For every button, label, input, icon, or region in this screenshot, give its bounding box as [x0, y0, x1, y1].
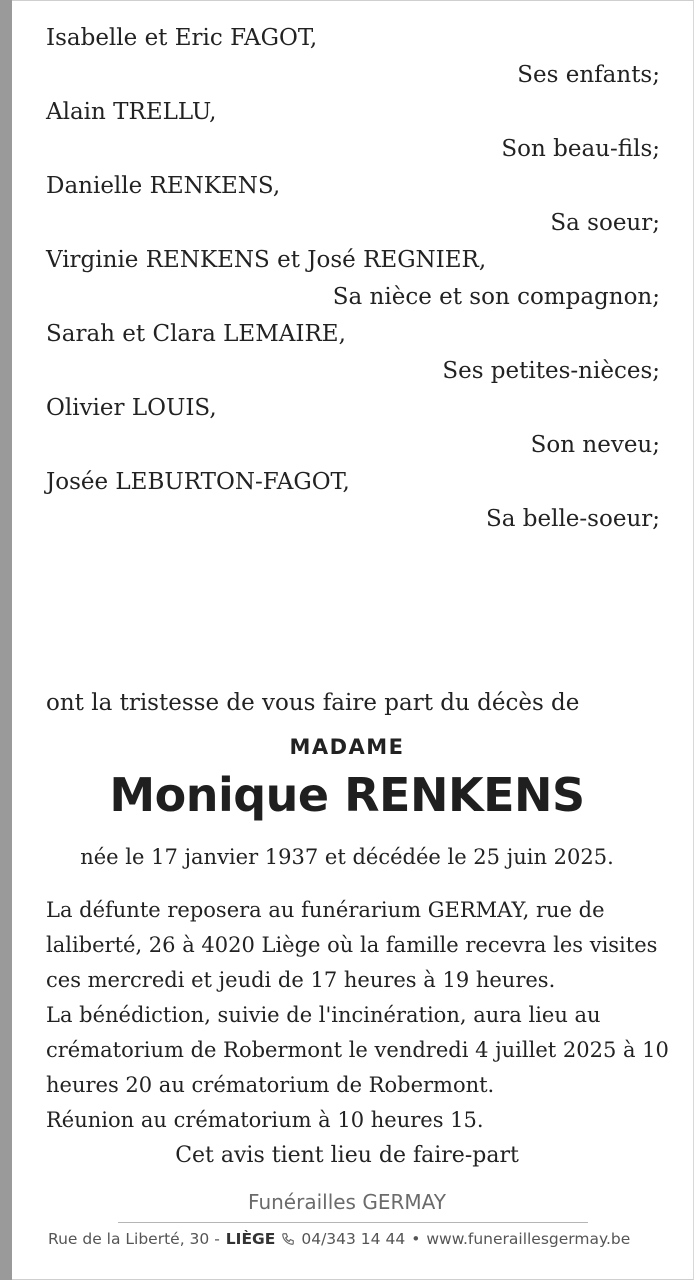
visitation-line: La défunte reposera au funérarium GERMAY, rue de — [46, 898, 605, 922]
ceremony-line: La bénédiction, suivie de l'incinération, aura lieu au — [46, 1003, 601, 1027]
family-member-name: Alain TRELLU, — [46, 99, 217, 125]
family-member-name: Danielle RENKENS, — [46, 173, 281, 199]
family-member-relation: Ses enfants; — [517, 62, 660, 88]
visitation-line: ces mercredi et jeudi de 17 heures à 19 heures. — [46, 968, 556, 992]
funeral-home-footer — [48, 1230, 662, 1248]
family-member-relation: Sa soeur; — [550, 210, 660, 236]
ceremony-line: crématorium de Robermont le vendredi 4 juillet 2025 à 10 — [46, 1038, 669, 1062]
visitation-line: laliberté, 26 à 4020 Liège où la famille recevra les visites — [46, 933, 658, 957]
family-member-name: Josée LEBURTON-FAGOT, — [46, 469, 350, 495]
life-dates: née le 17 janvier 1937 et décédée le 25 juin 2025. — [80, 845, 614, 869]
deceased-name: Monique RENKENS — [109, 768, 585, 822]
funeral-home-city: LIÈGE — [225, 1230, 276, 1248]
family-member-name: Sarah et Clara LEMAIRE, — [46, 321, 346, 347]
ceremony-line: heures 20 au crématorium de Robermont. — [46, 1073, 495, 1097]
meeting-line: Réunion au crématorium à 10 heures 15. — [46, 1108, 484, 1132]
family-member-name: Virginie RENKENS et José REGNIER, — [46, 247, 487, 273]
family-member-relation: Son neveu; — [530, 432, 660, 458]
honorific: MADAME — [289, 735, 405, 759]
left-edge-bar — [0, 0, 12, 1280]
footer-divider — [118, 1222, 588, 1223]
family-member-name: Olivier LOUIS, — [46, 395, 217, 421]
announcement-intro: ont la tristesse de vous faire part du décès de — [46, 690, 580, 716]
footer-separator: • — [411, 1230, 421, 1248]
family-member-name: Isabelle et Eric FAGOT, — [46, 25, 318, 51]
family-member-relation: Sa belle-soeur; — [485, 506, 660, 532]
funeral-home-phone: 04/343 14 44 — [301, 1230, 406, 1248]
family-member-relation: Ses petites-nièces; — [442, 358, 660, 384]
closing-note: Cet avis tient lieu de faire-part — [175, 1143, 519, 1168]
funeral-details — [46, 893, 669, 1138]
funeral-home-name: Funérailles GERMAY — [248, 1190, 446, 1214]
family-member-relation: Son beau-fils; — [501, 136, 660, 162]
family-member-relation: Sa nièce et son compagnon; — [332, 284, 660, 310]
phone-icon — [281, 1232, 295, 1246]
funeral-home-address: Rue de la Liberté, 30 - — [48, 1230, 220, 1248]
family-list — [46, 20, 660, 538]
funeral-home-website[interactable]: www.funeraillesgermay.be — [426, 1230, 631, 1248]
